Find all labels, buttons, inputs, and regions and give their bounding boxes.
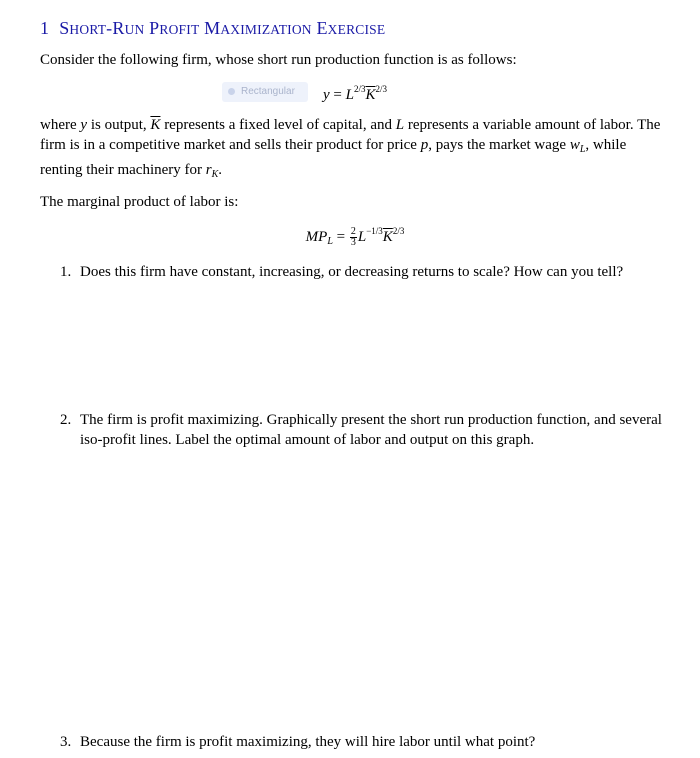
mpl-intro-text: The marginal product of labor is:: [40, 194, 239, 210]
section-number: 1: [40, 18, 50, 38]
selection-overlay-tag[interactable]: Rectangular: [222, 82, 308, 102]
question-number: 1.: [60, 264, 72, 280]
coefficient-fraction: $\frac{2}{3}$: [350, 226, 356, 249]
question-3: [60, 732, 670, 752]
question-2: [60, 410, 670, 450]
question-number: 3.: [60, 734, 72, 750]
question-text: Because the firm is profit maximizing, they will hire labor until what point?: [80, 734, 536, 750]
question-text: Does this firm have constant, increasing, or decreasing returns to scale? How can you tell?: [80, 264, 624, 280]
question-1: [60, 262, 670, 282]
section-heading: 1 SHORT-RUN PROFIT MAXIMIZATION EXERCISE: [40, 18, 386, 38]
variable-description-paragraph: where y is output, $\overline{K}$ represents a fixed level of capital, and L represents a variable amount of labor. The firm is in a competitive market and sells their product for price p, pays the market wage $w_L$, while renting their machinery for $r_K$.: [40, 117, 661, 180]
intro-paragraph: Consider the following firm, whose short run production function is as follows:: [40, 52, 517, 68]
production-function-equation: $y = L^{2/3}\overline{K}^{2/3}$: [322, 84, 388, 103]
question-number: 2.: [60, 412, 72, 428]
question-text: The firm is profit maximizing. Graphically present the short run production function, and several iso-profit lines. Label the optimal amount of labor and output on this graph.: [80, 412, 662, 448]
marginal-product-equation: $MP_L$ = $\frac{2}{3}$ $L^{-1/3}\overline{K}^{2/3}$: [305, 226, 405, 249]
